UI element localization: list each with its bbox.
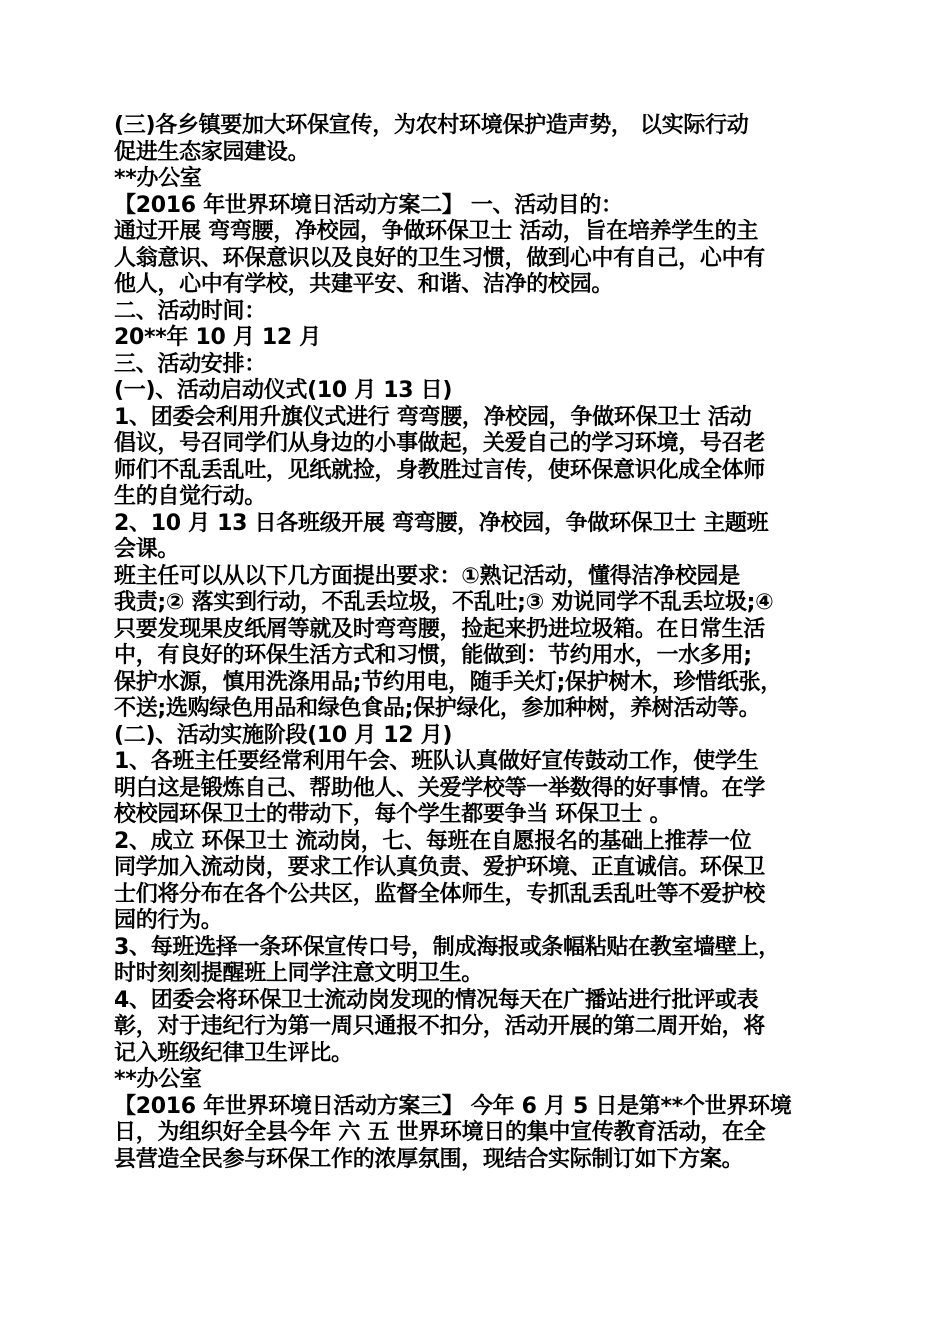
text-line: 校校园环保卫士的带动下，每个学生都要争当 环保卫士 。 bbox=[114, 802, 672, 827]
text-line: 2、成立 环保卫士 流动岗，七、每班在自愿报名的基础上推荐一位 bbox=[114, 828, 752, 854]
text-line: 彰，对于违纪行为第一周只通报不扣分，活动开展的第二周开始，将 bbox=[114, 1014, 766, 1039]
text-line: (一)、活动启动仪式(10 月 13 日) bbox=[114, 378, 453, 403]
text-line: 1、团委会利用升旗仪式进行 弯弯腰，净校园，争做环保卫士 活动 bbox=[114, 404, 752, 430]
text-line: 通过开展 弯弯腰，净校园，争做环保卫士 活动，旨在培养学生的主 bbox=[114, 219, 759, 244]
text-line: 【2016 年世界环境日活动方案二】 一、活动目的： bbox=[114, 192, 623, 218]
text-line: 同学加入流动岗，要求工作认真负责、爱护环境、正直诚信。环保卫 bbox=[114, 855, 766, 880]
text-line: 士们将分布在各个公共区，监督全体师生，专抓乱丢乱吐等不爱护校 bbox=[114, 881, 766, 907]
text-line: 记入班级纪律卫生评比。 bbox=[114, 1040, 353, 1066]
text-line: 4、团委会将环保卫士流动岗发现的情况每天在广播站进行批评或表 bbox=[114, 987, 759, 1013]
text-line: 会课。 bbox=[114, 537, 180, 562]
text-line: 师们不乱丢乱吐，见纸就捡，身教胜过言传，使环保意识化成全体师 bbox=[114, 457, 766, 483]
text-line: 班主任可以从以下几方面提出要求：①熟记活动，懂得洁净校园是 bbox=[114, 563, 740, 589]
text-line: 保护水源，慎用洗涤用品;节约用电，随手关灯;保护树木，珍惜纸张， bbox=[114, 669, 782, 695]
text-line: 不送;选购绿色用品和绿色食品;保护绿化，参加种树，养树活动等。 bbox=[114, 696, 761, 721]
text-line: 2、10 月 13 日各班级开展 弯弯腰，净校园，争做环保卫士 主题班 bbox=[114, 510, 769, 536]
text-line: (二)、活动实施阶段(10 月 12 月) bbox=[114, 722, 453, 748]
text-line: 20**年 10 月 12 月 bbox=[114, 325, 321, 350]
text-line: 县营造全民参与环保工作的浓厚氛围，现结合实际制订如下方案。 bbox=[114, 1146, 744, 1172]
document-body bbox=[114, 113, 840, 1173]
text-line: 明白这是锻炼自己、帮助他人、关爱学校等一举数得的好事情。在学 bbox=[114, 775, 766, 801]
text-line: 他人，心中有学校，共建平安、和谐、洁净的校园。 bbox=[114, 272, 614, 297]
text-line: 促进生态家园建设。 bbox=[114, 139, 310, 165]
text-line: 生的自觉行动。 bbox=[114, 484, 266, 509]
text-line: 园的行为。 bbox=[114, 908, 223, 933]
text-line: **办公室 bbox=[114, 166, 202, 191]
text-line: (三)各乡镇要加大环保宣传，为农村环境保护造声势， 以实际行动 bbox=[114, 113, 749, 138]
text-line: 二、活动时间： bbox=[114, 298, 266, 324]
text-line: **办公室 bbox=[114, 1067, 202, 1092]
text-line: 3、每班选择一条环保宣传口号，制成海报或条幅粘贴在教室墙壁上， bbox=[114, 934, 781, 960]
text-line: 日，为组织好全县今年 六 五 世界环境日的集中宣传教育活动，在全 bbox=[114, 1120, 766, 1145]
text-line: 三、活动安排： bbox=[114, 351, 266, 377]
text-line: 时时刻刻提醒班上同学注意文明卫生。 bbox=[114, 961, 483, 986]
text-line: 只要发现果皮纸屑等就及时弯弯腰，捡起来扔进垃圾箱。在日常生活 bbox=[114, 616, 766, 642]
text-line: 人翁意识、环保意识以及良好的卫生习惯，做到心中有自己，心中有 bbox=[114, 245, 766, 271]
text-line: 我责;② 落实到行动，不乱丢垃圾，不乱吐;③ 劝说同学不乱丢垃圾;④ bbox=[114, 590, 774, 615]
text-line: 1、各班主任要经常利用午会、班队认真做好宣传鼓动工作，使学生 bbox=[114, 749, 759, 774]
text-line: 【2016 年世界环境日活动方案三】 今年 6 月 5 日是第**个世界环境 bbox=[114, 1093, 792, 1119]
text-line: 倡议，号召同学们从身边的小事做起，关爱自己的学习环境，号召老 bbox=[114, 431, 766, 456]
text-line: 中，有良好的环保生活方式和习惯，能做到：节约用水，一水多用; bbox=[114, 643, 752, 668]
